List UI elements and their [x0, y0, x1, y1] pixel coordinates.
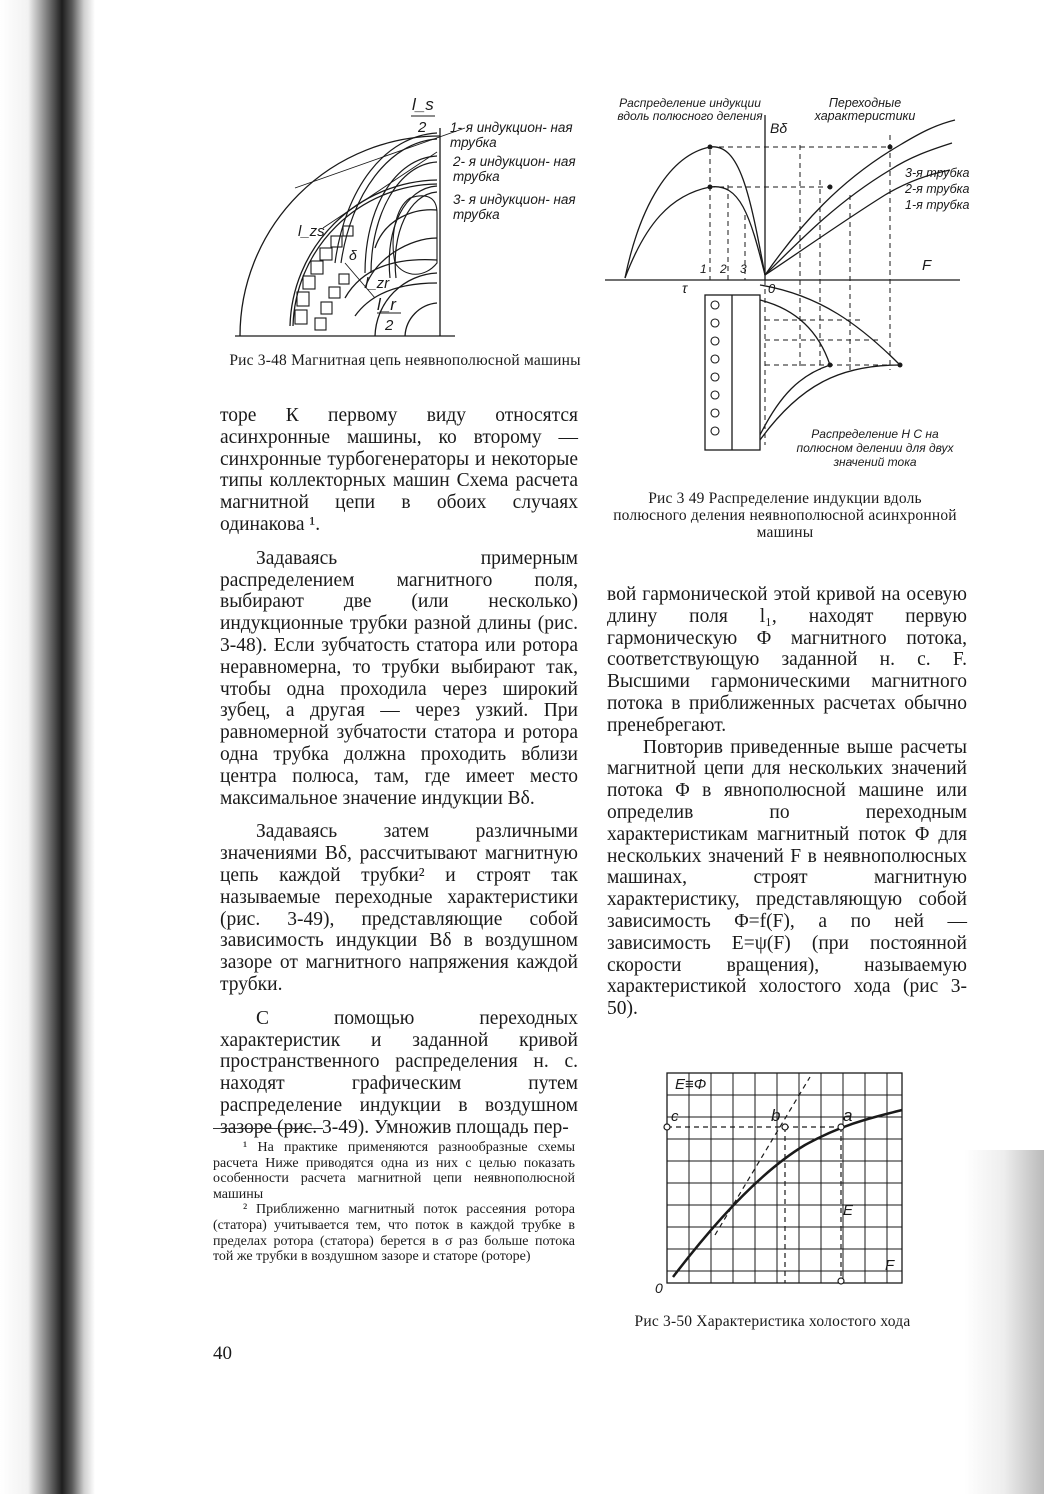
f-axis-label: F [922, 257, 932, 274]
left-paragraph-1: торе К первому виду относятся асинхронные машины, ко второму — синхронные турбогенераторы и некоторые типы коллекторных машин Схема расчета магнитной цепи в обоих случаях одинакова ¹. [220, 405, 578, 535]
point-a-label: a [843, 1106, 853, 1125]
figure-3-50 [645, 1065, 915, 1295]
tube1-curve-label: 1-я трубка [905, 198, 970, 212]
figure-3-48 [225, 88, 595, 343]
point-e-label: E [843, 1202, 854, 1219]
lzs-label: l_zs [298, 223, 325, 240]
point-b-label: b [771, 1106, 781, 1125]
marker-1: 1 [700, 262, 707, 276]
marker-2: 2 [720, 262, 727, 276]
footnote-1: ¹ На практике применяются разнообразные схемы расчета Ниже приводятся одна из них с целью показать особенности расчета магнитной цепи неявнополюсной машины [213, 1140, 575, 1202]
b-delta-axis-label: Bδ [770, 120, 788, 136]
y-axis-label: E≡Φ [675, 1076, 707, 1093]
marker-3: 3 [740, 262, 747, 276]
mmf-distribution-label: Распределение Н С на полюсном делении для двух значений тока [796, 427, 954, 469]
fig50-caption: Рис 3-50 Характеристика холостого хода [634, 1313, 911, 1330]
book-spine-shadow [0, 0, 95, 1494]
figure-3-49 [600, 95, 970, 480]
page-edge-shadow [964, 1150, 1044, 1494]
tube2-curve-label: 2-я трубка [905, 182, 970, 196]
tube3-label: 3- я индукцион- ная трубка [453, 192, 576, 222]
tube2-label: 2- я индукцион- ная трубка [453, 154, 576, 184]
delta-label: δ [349, 247, 357, 263]
lr-denominator: 2 [385, 317, 394, 334]
footnote-2: ² Приближенно магнитный поток рассеяния ротора (статора) учитывается тем, что поток в каждой трубке в пределах ротора (статора) берется в σ раз больше потока той же трубки в воздушном зазоре и статоре (роторе) [213, 1202, 575, 1265]
x-axis-label: F [885, 1257, 895, 1274]
lr-label: l_r [377, 295, 396, 314]
tau-label: τ [682, 280, 688, 296]
footnote-rule [213, 1128, 323, 1129]
induction-distribution-label: Распределение индукции вдоль полюсного деления [617, 97, 763, 123]
right-paragraph-2: Повторив приведенные выше расчеты магнитной цепи для нескольких значений потока Φ в явнополюсной машине или определив по переходным характеристикам магнитный поток Φ для нескольких значений F в неявнополюсных машинах, строят магнитную характеристику, представляющую собой зависимость Φ=f(F), а по ней — зависимость E=ψ(F) (при постоянной скорости вращения), называемую характеристикой холостого хода (рис 3-50). [607, 736, 967, 1020]
tube1-label: 1- я индукцион- ная трубка [450, 120, 573, 150]
ls-label: l_s [412, 95, 434, 114]
footnotes [213, 1140, 575, 1265]
fig48-caption: Рис 3-48 Магнитная цепь неявнополюсной машины [229, 352, 581, 369]
ls-denominator: 2 [418, 119, 427, 136]
fig49-caption: Рис 3 49 Распределение индукции вдоль полюсного деления неявнополюсной асинхронной машины [613, 490, 957, 541]
left-paragraph-2: Задаваясь примерным распределением магнитного поля, выбирают две (или несколько) индукционные трубки разной длины (рис. 3-48). Если зубчатость статора или ротора неравномерна, то трубки выбирают так, чтобы одна проходила через широкий зубец, а другая — через узкий. При равномерной зубчатости статора и ротора одна трубка должна проходить вблизи центра полюса, там, где имеет место максимальное значение индукции Bδ. [220, 547, 578, 809]
left-paragraph-3: Задаваясь затем различными значениями Bδ, рассчитывают магнитную цепь каждой трубки² и строят так называемые переходные характеристики (рис. 3-49), представляющие собой зависимость индукции Bδ в воздушном зазоре от магнитного напряжения каждой трубки. [220, 821, 578, 995]
left-column-text [220, 405, 578, 1139]
left-paragraph-4: С помощью переходных характеристик и заданной кривой пространственного распределения н. с. находят графическим путем распределение индукции в воздушном зазоре (рис. 3-49). Умножив площадь пер- [220, 1007, 578, 1138]
induction-distribution-diagram [600, 95, 970, 480]
point-c-label: c [671, 1108, 679, 1125]
tube3-curve-label: 3-я трубка [905, 166, 970, 180]
magnetic-circuit-diagram [225, 88, 595, 343]
lzr-label: l_zr [365, 275, 390, 292]
origin-label: 0 [768, 281, 776, 296]
right-paragraph-1: вой гармонической этой кривой на осевую длину поля l₁, находят первую гармоническую Φ магнитного потока, соответствующую заданной н. с. F. Высшими гармоническими магнитного потока в приближенных расчетах обычно пренебрегают. [607, 584, 967, 736]
no-load-characteristic-chart [645, 1065, 915, 1295]
page-number: 40 [213, 1343, 232, 1364]
origin-label: 0 [655, 1280, 663, 1295]
right-column-text [607, 584, 967, 1020]
transitional-characteristics-label: Переходные характеристики [814, 97, 916, 123]
